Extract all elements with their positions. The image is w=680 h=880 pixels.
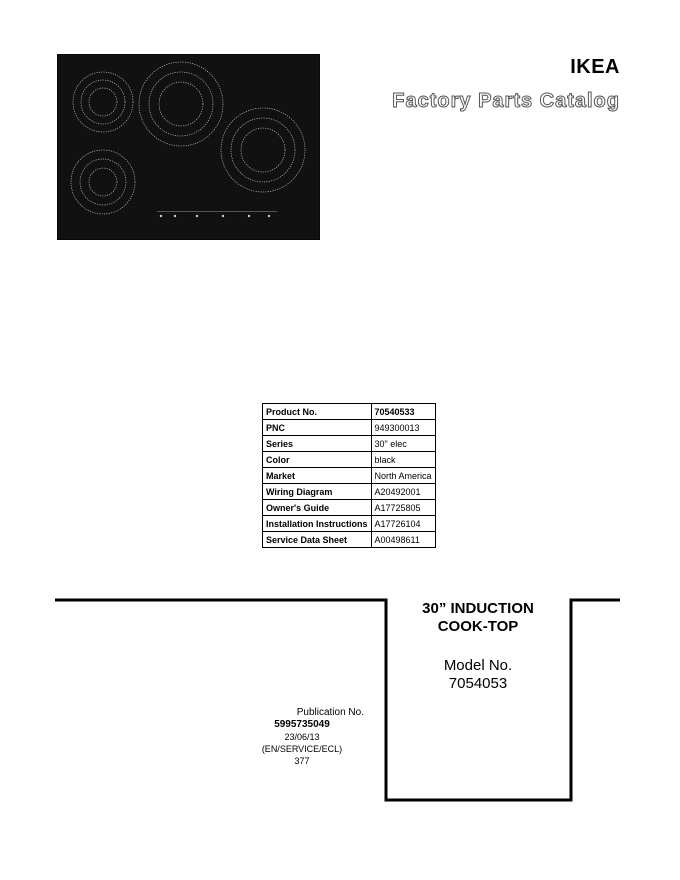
spec-value: 949300013 <box>371 420 435 436</box>
spec-key: Market <box>263 468 372 484</box>
spec-key: Color <box>263 452 372 468</box>
product-title <box>388 600 568 636</box>
publication-page: 377 <box>294 756 310 766</box>
spec-value: A17725805 <box>371 500 435 516</box>
spec-key: Owner's Guide <box>263 500 372 516</box>
spec-value: 70540533 <box>371 404 435 420</box>
spec-key: Product No. <box>263 404 372 420</box>
spec-key: PNC <box>263 420 372 436</box>
product-title-line1: 30” INDUCTION <box>422 600 534 617</box>
spec-value: 30" elec <box>371 436 435 452</box>
publication-code: (EN/SERVICE/ECL) <box>261 744 343 754</box>
spec-key: Installation Instructions <box>263 516 372 532</box>
spec-key: Series <box>263 436 372 452</box>
publication-date: 23/06/13 <box>284 732 320 742</box>
publication-label: Publication No. <box>296 707 364 718</box>
spec-key: Wiring Diagram <box>263 484 372 500</box>
spec-value: A17726104 <box>371 516 435 532</box>
spec-value: A20492001 <box>371 484 435 500</box>
brand-logo: IKEA <box>570 56 620 78</box>
model-block <box>388 657 568 693</box>
publication-info <box>240 707 364 767</box>
catalog-title: Factory Parts Catalog <box>392 90 620 112</box>
product-title-line2: COOK-TOP <box>437 618 519 635</box>
spec-key: Service Data Sheet <box>263 532 372 548</box>
spec-value: black <box>371 452 435 468</box>
model-number: 7054053 <box>448 675 508 692</box>
model-label: Model No. <box>443 657 513 674</box>
spec-value: North America <box>371 468 435 484</box>
spec-value: A00498611 <box>371 532 435 548</box>
publication-number: 5995735049 <box>274 719 330 730</box>
